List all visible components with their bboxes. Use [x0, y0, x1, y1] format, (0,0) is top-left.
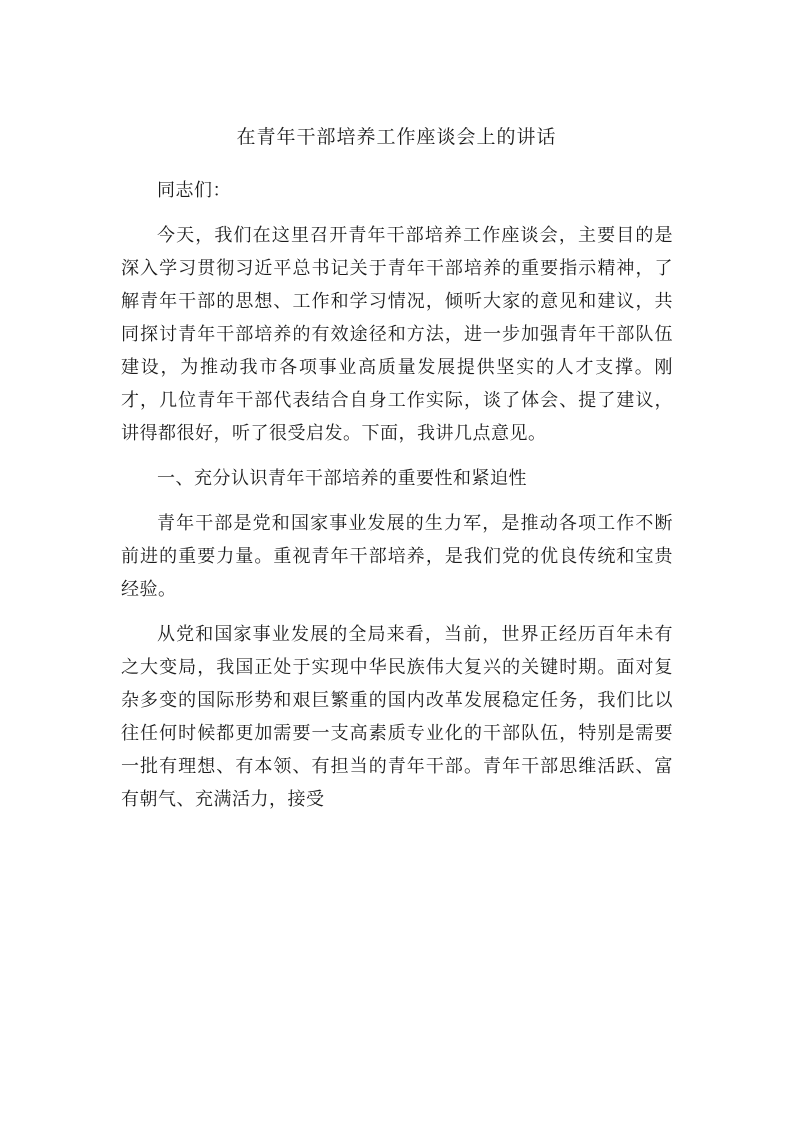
section-heading-1: 一、充分认识青年干部培养的重要性和紧迫性: [157, 468, 527, 489]
document-title: 在青年干部培养工作座谈会上的讲话: [236, 126, 557, 148]
section-1-paragraph-2: 从党和国家事业发展的全局来看，当前，世界正经历百年未有之大变局，我国正处于实现中华民族伟大复兴的关键时期。面对复杂多变的国际形势和艰巨繁重的国内改革发展稳定任务，我们比以往任何时候都更加需要一支高素质专业化的干部队伍，特别是需要一批有理想、有本领、有担当的青年干部。青年干部思维活跃、富有朝气、充满活力，接受: [121, 624, 673, 810]
opening-paragraph: 今天，我们在这里召开青年干部培养工作座谈会，主要目的是深入学习贯彻习近平总书记关于青年干部培养的重要指示精神，了解青年干部的思想、工作和学习情况，倾听大家的意见和建议，共同探讨青年干部培养的有效途径和方法，进一步加强青年干部队伍建设，为推动我市各项事业高质量发展提供坚实的人才支撑。刚才，几位青年干部代表结合自身工作实际，谈了体会、提了建议，讲得都很好，听了很受启发。下面，我讲几点意见。: [121, 225, 673, 444]
document-body: [121, 174, 673, 828]
section-1-paragraph-1: 青年干部是党和国家事业发展的生力军，是推动各项工作不断前进的重要力量。重视青年干部培养，是我们党的优良传统和宝贵经验。: [121, 513, 673, 600]
salutation: 同志们：: [157, 180, 231, 201]
